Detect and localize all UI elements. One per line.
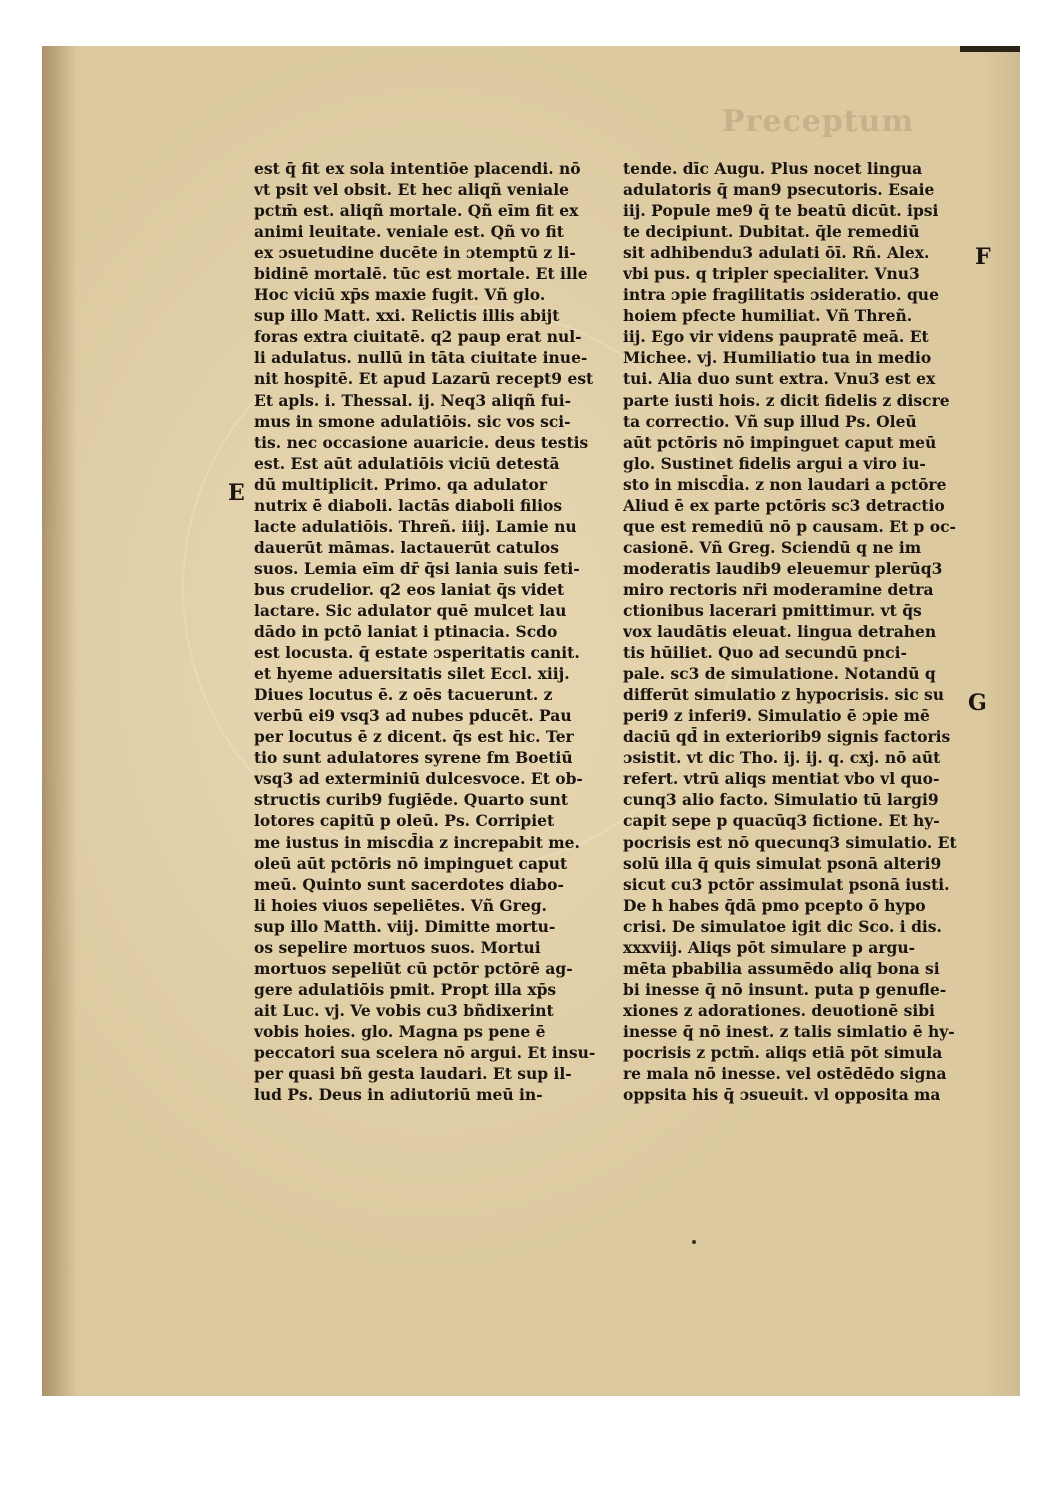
left-text-column [254,158,606,1105]
text-line: bi inesse q̄ nō insunt. puta p genufle- [623,979,947,999]
text-line: Michee. vj. Humiliatio tua in medio [623,348,932,368]
page-corner-edge [960,46,1020,52]
text-line: mus in smone adulatiōis. sic vos sci- [254,411,571,431]
text-line: vobis hoies. glo. Magna ps pene ē [254,1021,546,1041]
text-line: oppsita his q̄ ɔsueuit. vl opposita ma [623,1085,941,1105]
text-line: Hoc viciū xp̄s maxie fugit. Vñ glo. [254,285,546,305]
text-line: intra ɔpie fragilitatis ɔsideratio. que [623,285,939,305]
text-line: re mala nō inesse. vel ostēdēdo signa [623,1064,947,1084]
text-line: vt psit vel obsit. Et hec aliqñ veniale [254,180,569,200]
text-line: miro rectoris nr̄i moderamine detra [623,579,934,599]
text-line: parte iusti hois. z dicit fidelis z discre [623,390,950,410]
text-line: pocrisis est nō quecunq3 simulatio. Et [623,832,957,852]
text-line: casionē. Vñ Greg. Sciendū q ne im [623,537,922,557]
text-line: vbi pus. q tripler specialiter. Vnu3 [623,264,920,284]
text-line: verbū ei9 vsq3 ad nubes pducēt. Pau [254,706,572,726]
text-line: vsq3 ad exterminiū dulcesvoce. Et ob- [254,769,583,789]
text-line: aūt pctōris nō impinguet caput meū [623,432,937,452]
text-line: et hyeme aduersitatis silet Eccl. xiij. [254,664,570,684]
text-line: tende. dīc Augu. Plus nocet lingua [623,159,923,178]
text-line: Diues locutus ē. z oēs tacuerunt. z [254,685,553,705]
text-line: est. Est aūt adulatiōis viciū detestā [254,453,560,473]
text-line: solū illa q̄ quis simulat psonā alteri9 [623,853,942,873]
text-line: li adulatus. nullū in tāta ciuitate inue- [254,348,588,368]
text-line: De h habes q̄dā pmo pcepto ō hypo [623,895,926,915]
text-line: suos. Lemia eīm dr̄ q̄si lania suis feti- [254,558,580,578]
text-line: differūt simulatio z hypocrisis. sic su [623,685,945,705]
text-line: bidinē mortalē. tūc est mortale. Et ille [254,264,588,284]
text-line: cunq3 alio facto. Simulatio tū largi9 [623,790,939,810]
text-line: sto in miscd̄ia. z non laudari a pctōre [623,474,947,494]
text-line: dū multiplicit. Primo. qa adulator [254,474,547,494]
text-line: oleū aūt pctōris nō impinguet caput [254,853,568,873]
text-line: est locusta. q̄ estate ɔsperitatis canit. [254,643,580,663]
ink-dot [692,1240,696,1244]
text-line: mēta pbabilia assumēdo aliq bona si [623,958,940,978]
text-line: Et apls. i. Thessal. ij. Neq3 aliqñ fui- [254,390,572,410]
text-line: per quasi bñ gesta laudari. Et sup il- [254,1064,572,1084]
text-line: daciū qd̄ in exteriorib9 signis factoris [623,727,951,747]
text-line: xxxviij. Aliqs pōt simulare p argu- [623,937,916,957]
text-line: peccatori sua scelera nō argui. Et insu- [254,1042,596,1062]
text-line: glo. Sustinet fidelis argui a viro iu- [623,453,926,473]
text-line: lacte adulatiōis. Threñ. iiij. Lamie nu [254,516,577,536]
text-line: per locutus ē z dicent. q̄s est hic. Ter [254,727,574,747]
text-line: ɔsistit. vt dic Tho. ij. ij. q. cxj. nō aūt [623,748,941,768]
text-line: sicut cu3 pctōr assimulat psonā iusti. [623,874,950,894]
text-line: pocrisis z pctm̄. aliqs etiā pōt simula [623,1042,943,1062]
text-line: nutrix ē diaboli. lactās diaboli filios [254,495,563,515]
book-page [42,46,1020,1396]
text-line: mortuos sepeliūt cū pctōr pctōrē ag- [254,958,573,978]
text-line: dauerūt māmas. lactauerūt catulos [254,537,559,557]
running-head: Preceptum [722,104,915,139]
text-line: dādo in pctō laniat i ptinacia. Scdo [254,622,558,642]
text-line: me iustus in miscd̄ia z increpabit me. [254,832,580,852]
text-line: bus crudelior. q2 eos laniat q̄s videt [254,579,565,599]
text-line: crisi. De simulatoe igit dic Sco. i dis. [623,916,942,936]
margin-letter-g: G [968,690,987,716]
text-line: vox laudātis eleuat. lingua detrahen [623,622,937,642]
text-line: que est remediū nō p causam. Et p oc- [623,516,956,536]
text-line: Aliud ē ex parte pctōris sc3 detractio [623,495,945,515]
text-line: tui. Alia duo sunt extra. Vnu3 est ex [623,369,936,389]
text-line: lotores capitū p oleū. Ps. Corripiet [254,811,555,831]
text-line: nit hospitē. Et apud Lazarū recept9 est [254,369,594,389]
text-line: ait Luc. vj. Ve vobis cu3 bñdixerint [254,1000,554,1020]
right-text-column [623,158,975,1105]
text-line: pctm̄ est. aliqñ mortale. Qñ eīm fit ex [254,201,579,221]
text-line: ex ɔsuetudine ducēte in ɔtemptū z li- [254,243,576,263]
text-line: sup illo Matth. viij. Dimitte mortu- [254,916,556,936]
text-line: sup illo Matt. xxi. Relictis illis abijt [254,306,560,326]
text-line: inesse q̄ nō inest. z talis simlatio ē hy- [623,1021,955,1041]
text-line: meū. Quinto sunt sacerdotes diabo- [254,874,564,894]
margin-letter-e: E [228,480,245,506]
text-line: lud Ps. Deus in adiutoriū meū in- [254,1085,543,1105]
text-line: gere adulatiōis pmit. Propt illa xp̄s [254,979,557,999]
text-line: iij. Ego vir videns paupratē meā. Et [623,327,929,347]
text-line: ctionibus lacerari pmittimur. vt q̄s [623,600,922,620]
text-line: capit sepe p quacūq3 fictione. Et hy- [623,811,940,831]
text-line: hoiem pfecte humiliat. Vñ Threñ. [623,306,913,326]
text-line: moderatis laudib9 eleuemur plerūq3 [623,558,943,578]
text-line: adulatoris q̄ man9 psecutoris. Esaie [623,180,935,200]
text-line: refert. vtrū aliqs mentiat vbo vl quo- [623,769,940,789]
text-line: est q̄ fit ex sola intentiōe placendi. nō [254,159,581,178]
text-line: foras extra ciuitatē. q2 paup erat nul- [254,327,582,347]
text-line: ta correctio. Vñ sup illud Ps. Oleū [623,411,917,431]
text-line: lactare. Sic adulator quē mulcet lau [254,600,567,620]
margin-letter-f: F [975,244,991,270]
text-line: tis hūiliet. Quo ad secundū pnci- [623,643,907,663]
text-line: os sepelire mortuos suos. Mortui [254,937,541,957]
text-line: tio sunt adulatores syrene fm Boetiū [254,748,573,768]
text-line: xiones z adorationes. deuotionē sibi [623,1000,935,1020]
text-line: animi leuitate. veniale est. Qñ vo fit [254,222,564,242]
page-gutter-shadow [42,46,76,1396]
text-line: pale. sc3 de simulatione. Notandū q [623,664,936,684]
text-line: peri9 z inferi9. Simulatio ē ɔpie mē [623,706,930,726]
text-line: sit adhibendu3 adulati ōī. Rñ. Alex. [623,243,930,263]
text-line: structis curib9 fugiēde. Quarto sunt [254,790,569,810]
text-line: tis. nec occasione auaricie. deus testis [254,432,589,452]
text-line: li hoies viuos sepeliētes. Vñ Greg. [254,895,547,915]
text-line: iij. Popule me9 q̄ te beatū dicūt. ipsi [623,201,939,221]
text-line: te decipiunt. Dubitat. q̄le remediū [623,222,920,242]
